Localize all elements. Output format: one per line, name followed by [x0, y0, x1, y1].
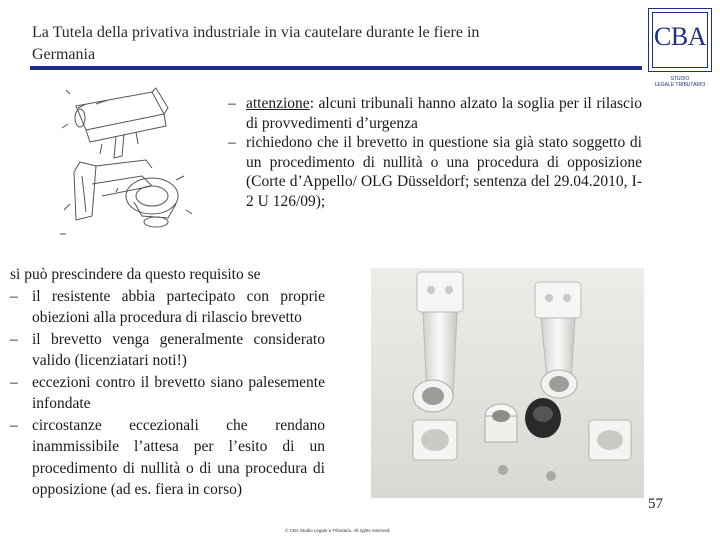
- left-block-intro: si può prescindere da questo requisito se: [10, 266, 261, 283]
- slide-title: [32, 22, 622, 66]
- page-number: 57: [648, 496, 663, 512]
- left-list-item: – il resistente abbia partecipato con proprie obiezioni alla procedura di rilascio brevetto: [10, 287, 325, 326]
- emphasis-text: attenzione: [246, 95, 310, 112]
- top-list-item: – richiedono che il brevetto in questione sia già stato soggetto di un procedimento di nullità o una procedura di opposizione (Corte d’Appello/ OLG Düsseldorf; sentenza del 29.04.2010, I-2 U 126/09);: [228, 134, 642, 210]
- cba-logo: [646, 6, 714, 90]
- copyright-notice: © CBA Studio Legale e Tributario. All rights reserved.: [285, 528, 391, 533]
- left-bullet-block: [10, 264, 325, 501]
- left-list-item: – circostanze eccezionali che rendano inammissibile l’attesa per l’esito di un procedimento di nullità o di una procedura di opposizione (ad es. fiera in corso): [10, 416, 325, 498]
- product-photo: [371, 268, 644, 498]
- left-list-item: – il brevetto venga generalmente considerato valido (licenziatari noti!): [10, 330, 325, 369]
- logo-subtitle: STUDIO LEGALE TRIBUTARIO: [654, 76, 706, 88]
- top-bullet-list: [228, 94, 642, 211]
- patent-drawing: [56, 84, 204, 238]
- title-line-2: Germania: [32, 46, 96, 63]
- logo-text: CBA: [654, 22, 706, 51]
- left-list-item: – eccezioni contro il brevetto siano palesemente infondate: [10, 373, 325, 412]
- title-underline: [30, 66, 642, 70]
- top-list-item: – attenzione: alcuni tribunali hanno alzato la soglia per il rilascio di provvedimenti d’urgenza: [228, 95, 642, 132]
- title-line-1: La Tutela della privativa industriale in via cautelare durante le fiere in: [32, 24, 480, 41]
